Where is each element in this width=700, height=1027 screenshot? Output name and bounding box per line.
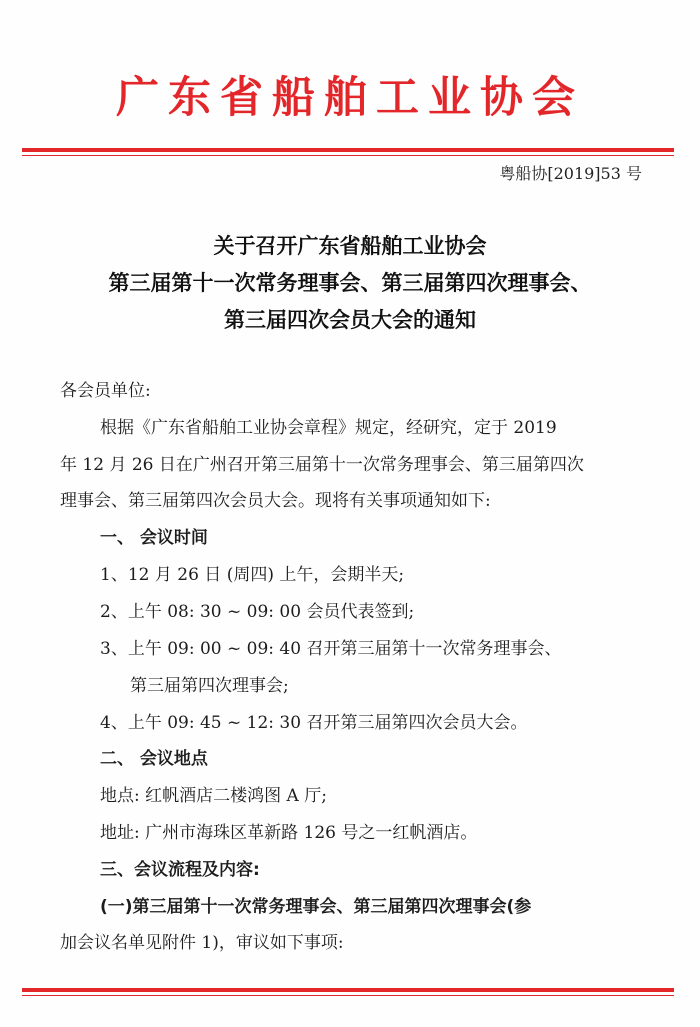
notice-title-line-1: 关于召开广东省船舶工业协会 — [213, 234, 487, 258]
paragraph-line: 年 12 月 26 日在广州召开第三届第十一次常务理事会、第三届第四次 — [60, 455, 584, 475]
subsection-line: 加会议名单见附件 1)，审议如下事项: — [60, 933, 344, 953]
notice-title-line-2: 第三届第十一次常务理事会、第三届第四次理事会、 — [108, 271, 592, 295]
salutation: 各会员单位: — [60, 381, 151, 401]
address-line: 地址: 广州市海珠区革新路 126 号之一红帆酒店。 — [100, 823, 478, 843]
notice-title-line-3: 第三届四次会员大会的通知 — [224, 308, 476, 332]
list-item: 4、上午 09: 45 ~ 12: 30 召开第三届第四次会员大会。 — [100, 713, 528, 733]
location-line: 地点: 红帆酒店二楼鸿图 A 厅; — [100, 786, 327, 806]
paragraph-line: 根据《广东省船舶工业协会章程》规定，经研究，定于 2019 — [100, 418, 557, 438]
section-heading-time: 一、 会议时间 — [100, 528, 208, 548]
paragraph-line: 理事会、第三届第四次会员大会。现将有关事项通知如下: — [60, 491, 491, 511]
subsection-line: (一)第三届第十一次常务理事会、第三届第四次理事会(参 — [100, 897, 532, 917]
header-thick-rule — [22, 148, 674, 152]
organization-name: 广东省船舶工业协会 — [116, 73, 584, 123]
list-item: 3、上午 09: 00 ~ 09: 40 召开第三届第十一次常务理事会、 — [100, 639, 562, 659]
footer-thick-rule — [22, 988, 674, 992]
list-item: 2、上午 08: 30 ~ 09: 00 会员代表签到; — [100, 602, 415, 622]
header-thin-rule — [22, 155, 674, 156]
section-heading-agenda: 三、会议流程及内容: — [100, 860, 260, 880]
section-heading-location: 二、 会议地点 — [100, 749, 208, 769]
notice-title — [0, 228, 700, 339]
list-item-continuation: 第三届第四次理事会; — [130, 676, 289, 696]
document-number: 粤船协[2019]53 号 — [499, 164, 642, 183]
footer-thin-rule — [22, 995, 674, 996]
list-item: 1、12 月 26 日 (周四) 上午，会期半天; — [100, 565, 405, 585]
